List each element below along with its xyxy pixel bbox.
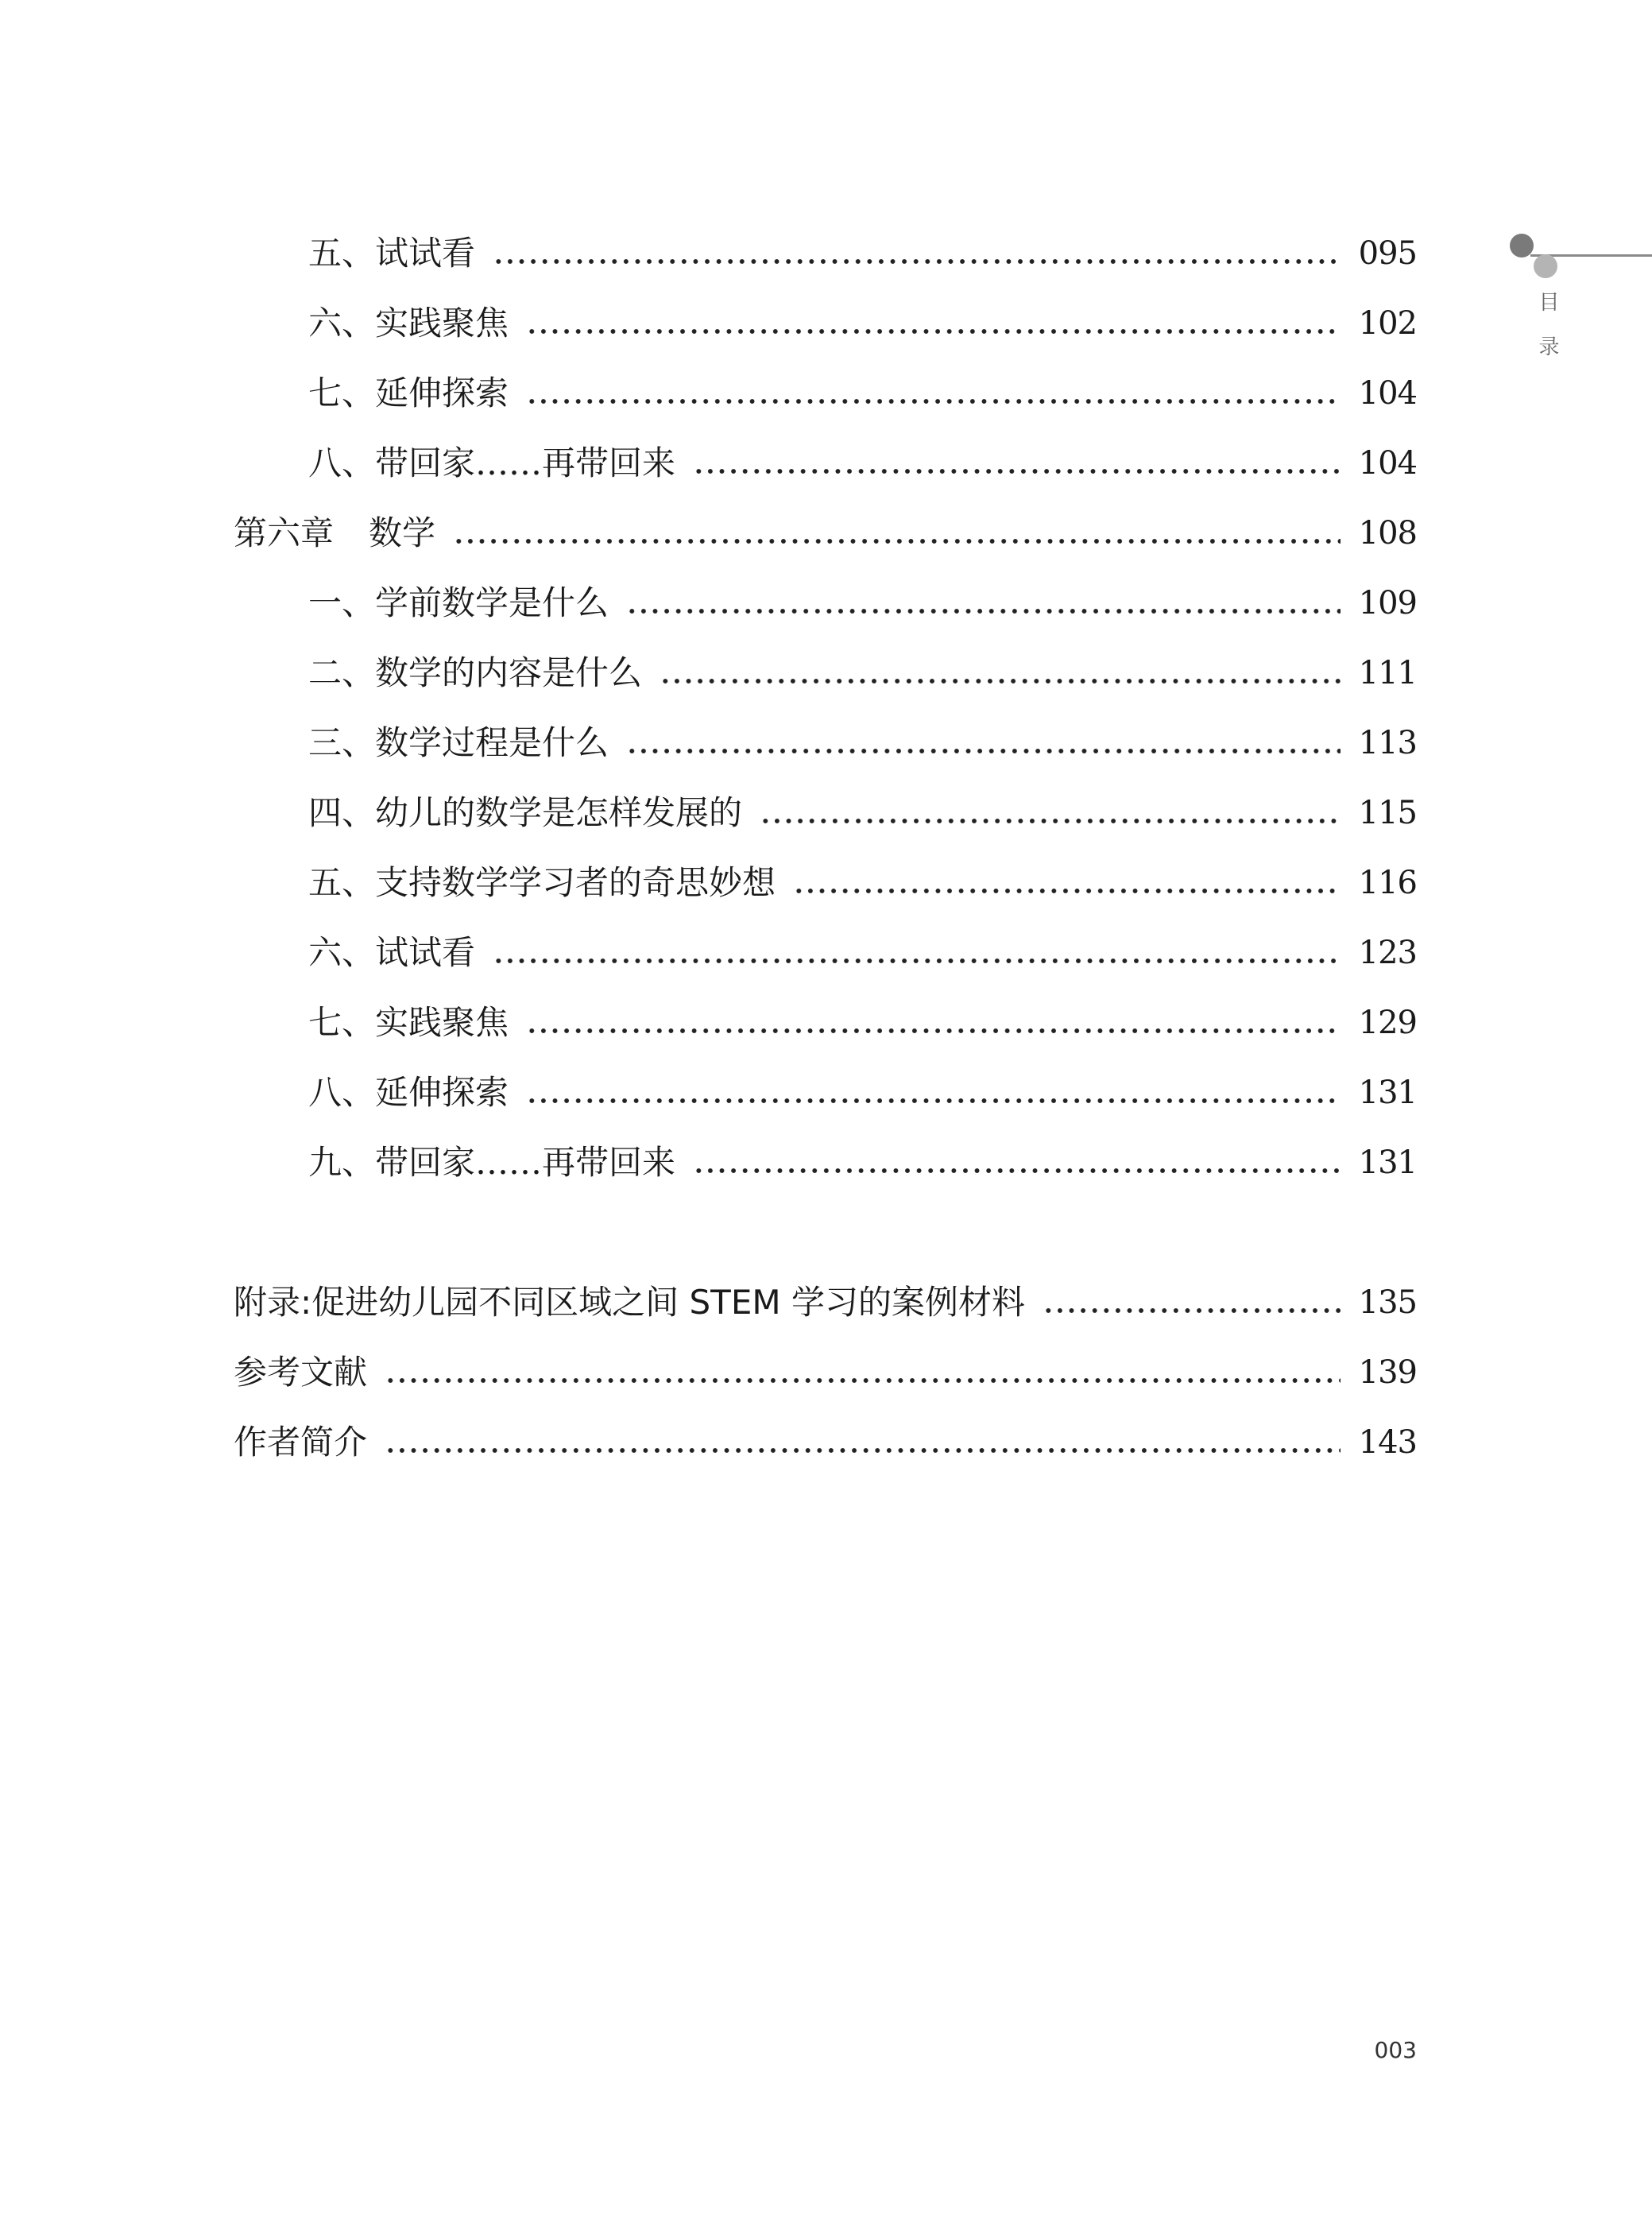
toc-entry-page: 111 (1358, 655, 1417, 691)
chapter-title: 数学 (369, 513, 436, 552)
toc-entry-label: 八、带回家……再带回来 (308, 443, 676, 482)
toc-entry-label: 作者简介 (234, 1423, 368, 1462)
toc-entry[interactable] (308, 296, 1417, 351)
toc-entry-page: 139 (1358, 1354, 1417, 1391)
toc-entry-label: 六、试试看 (308, 933, 476, 972)
toc-entry-label: 五、支持数学学习者的奇思妙想 (308, 863, 776, 902)
toc-entry-page: 104 (1358, 445, 1417, 482)
dot-leader (626, 715, 1341, 771)
toc-entry-page: 095 (1358, 235, 1417, 272)
toc-entry[interactable] (308, 645, 1417, 701)
toc-entry-page: 109 (1358, 585, 1417, 622)
toc-entry-label: 四、幼儿的数学是怎样发展的 (308, 793, 743, 832)
toc-entry-label: 参考文献 (234, 1353, 368, 1392)
dot-leader (526, 296, 1341, 351)
toc-chapter-entry[interactable] (234, 505, 1417, 561)
toc-entry[interactable] (308, 366, 1417, 421)
dot-leader (660, 645, 1341, 701)
dot-leader (526, 366, 1341, 421)
dot-leader (1043, 1275, 1341, 1330)
dot-leader (493, 226, 1341, 281)
toc-entry-page: 131 (1358, 1075, 1417, 1111)
dot-leader (453, 505, 1341, 561)
toc-entry-page: 108 (1358, 515, 1417, 552)
section-side-label: 目录 (1535, 291, 1559, 380)
toc-appendix-entry[interactable] (234, 1275, 1417, 1330)
page-number: 003 (1374, 2037, 1417, 2063)
toc-appendix-entry[interactable] (234, 1345, 1417, 1400)
toc-entry[interactable] (308, 995, 1417, 1051)
toc-entry[interactable] (308, 436, 1417, 491)
toc-appendix-entry[interactable] (234, 1415, 1417, 1470)
toc-entry-label: 一、学前数学是什么 (308, 583, 609, 622)
toc-entry[interactable] (308, 925, 1417, 981)
toc-entry-label: 七、实践聚焦 (308, 1003, 509, 1042)
toc-entry-label: 五、试试看 (308, 234, 476, 273)
dot-leader (793, 855, 1341, 911)
toc-entry-label: 附录:促进幼儿园不同区域之间 STEM 学习的案例材料 (234, 1283, 1025, 1322)
toc-entry-page: 143 (1358, 1424, 1417, 1461)
toc-entry-page: 104 (1358, 375, 1417, 412)
dot-leader (693, 436, 1341, 491)
dot-leader (493, 925, 1341, 981)
toc-entry-label: 二、数学的内容是什么 (308, 653, 643, 692)
toc-entry[interactable] (308, 855, 1417, 911)
dot-leader (526, 995, 1341, 1051)
toc-entry[interactable] (308, 226, 1417, 281)
toc-entry-page: 102 (1358, 305, 1417, 342)
toc-entry[interactable] (308, 575, 1417, 631)
toc-chapter-label (234, 505, 435, 561)
toc-entry-label: 七、延伸探索 (308, 374, 509, 412)
toc-entry-label: 九、带回家……再带回来 (308, 1143, 676, 1182)
dark-circle-ornament (1510, 234, 1534, 258)
toc-entry-label: 三、数学过程是什么 (308, 723, 609, 762)
toc-entry-label: 六、实践聚焦 (308, 304, 509, 343)
toc-entry-page: 113 (1358, 725, 1417, 761)
dot-leader (760, 785, 1341, 841)
toc-entry[interactable] (308, 785, 1417, 841)
toc-entry[interactable] (308, 1135, 1417, 1191)
toc-entry-page: 135 (1358, 1284, 1417, 1321)
toc-entry-page: 116 (1358, 865, 1417, 901)
dot-leader (693, 1135, 1341, 1191)
toc-entry-page: 123 (1358, 935, 1417, 971)
toc-entry-page: 129 (1358, 1005, 1417, 1041)
dot-leader (385, 1415, 1341, 1470)
side-tab-decoration (1507, 230, 1652, 381)
chapter-number: 第六章 (234, 513, 335, 552)
toc-entry-label: 八、延伸探索 (308, 1073, 509, 1112)
toc-entry[interactable] (308, 715, 1417, 771)
toc-entry[interactable] (308, 1065, 1417, 1121)
toc-entry-page: 131 (1358, 1144, 1417, 1181)
dot-leader (526, 1065, 1341, 1121)
light-circle-ornament (1534, 254, 1557, 278)
toc-entry-page: 115 (1358, 795, 1417, 831)
dot-leader (626, 575, 1341, 631)
dot-leader (385, 1345, 1341, 1400)
